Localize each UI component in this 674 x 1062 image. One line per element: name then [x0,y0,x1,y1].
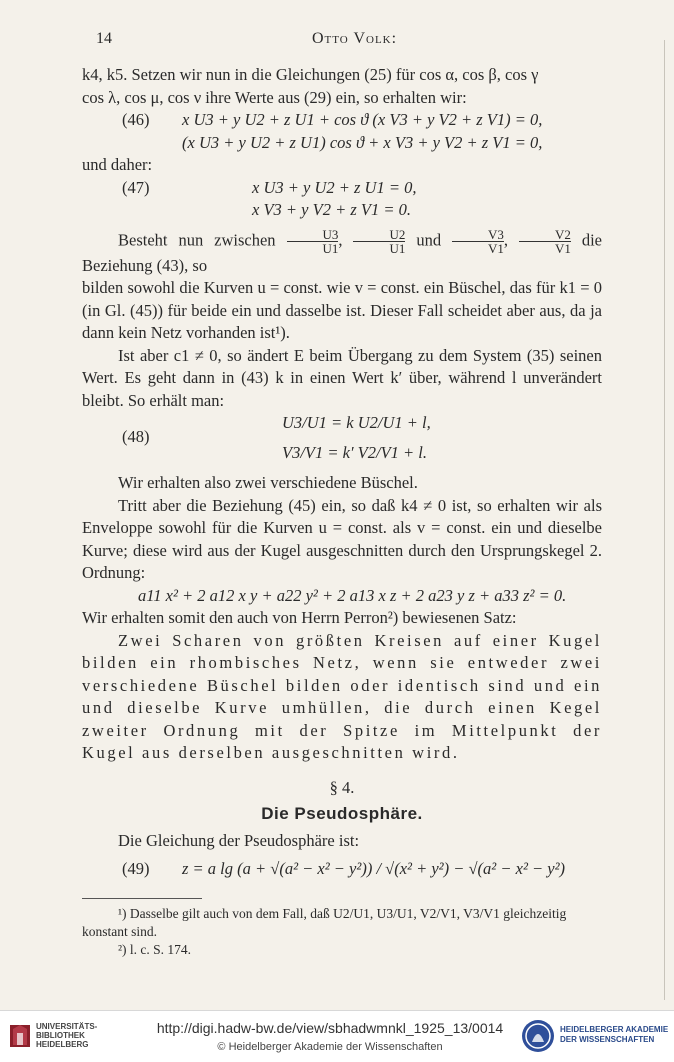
section-title: Die Pseudosphäre. [261,804,423,823]
denominator: V1 [519,241,571,255]
footnote-rule [82,898,202,899]
text-line: und daher: [82,155,153,174]
copyright-notice: © Heidelberger Akademie der Wissenschaften [217,1041,443,1053]
running-title: Otto Volk: [312,30,398,47]
equation-label: (47) [122,177,150,197]
academy-name-text: HEIDELBERGER AKADEMIE DER WISSENSCHAFTEN [560,1025,669,1044]
paragraph-satz: Wir erhalten somit den auch von Herrn Perron²) bewiesenen Satz: [82,608,517,627]
numerator: U2 [389,226,406,242]
paragraph-besteht-rest: bilden sowohl die Kurven u = const. wie v = const. ein Büschel, das für k1 = 0 (in Gl. (45)) für beide ein und dasselbe ist. Dieser Fall scheidet aber aus, da ja dann kein Netz vorhanden ist¹). [82,278,602,342]
text-span: Besteht nun zwischen [118,229,276,249]
equation-47b [82,199,602,222]
university-library-logo-icon [8,1021,32,1049]
equation-label: (48) [122,427,150,446]
text-line: cos λ, cos μ, cos ν ihre Werte aus (29) ein, so erhalten wir: [82,87,467,107]
equation-cone [82,585,602,608]
permalink-url[interactable]: http://digi.hadw-bw.de/view/sbhadwmnkl_1925_13/0014 [156,1020,504,1036]
denominator: V1 [452,241,504,255]
fraction [452,228,504,255]
academy-name [560,1025,670,1045]
equation-label: (46) [122,110,150,129]
equation-body: (x U3 + y U2 + z U1) cos ϑ + x V3 + y V2 + z V1 = 0, [182,132,543,152]
footnote-1: ¹) Dasselbe gilt auch von dem Fall, daß U2/U1, U3/U1, V2/V1, V3/V1 gleichzeitig konstant sind. [82,906,567,939]
numerator: V2 [554,226,571,242]
equation-body: U3/U1 = k U2/U1 + l, [282,413,431,432]
equation-body: x U3 + y U2 + z U1 + cos ϑ (x V3 + y V2 + z V1) = 0, [182,110,543,129]
library-name-text: UNIVERSITÄTS-BIBLIOTHEK HEIDELBERG [36,1022,98,1049]
theorem-text: Zwei Scharen von größten Kreisen auf einer Kugel bilden ein rhombisches Netz, wenn sie entweder zwei verschiedene Büschel bilden oder identisch sind und ein und dieselbe Kurve umhüllen, die durch einen Kegel zweiter Ordnung mit der Spitze im Mittelpunkt der Kugel aus derselben ausgeschnitten wird. [82,630,602,762]
equation-48b [82,442,602,472]
equation-body: a11 x² + 2 a12 x y + a22 y² + 2 a13 x z + 2 a23 y z + a33 z² = 0. [138,585,567,605]
equation-body: x U3 + y U2 + z U1 = 0, [252,177,417,197]
paragraph-ist-aber: Ist aber c1 ≠ 0, so ändert E beim Übergang zu dem System (35) seinen Wert. Es geht dann in (43) k in einen Wert k′ über, während l unverändert bleibt. So erhält man: [82,345,602,410]
fraction [519,228,571,255]
equation-47a [82,177,602,200]
fraction [353,228,405,255]
text-line: k4, k5. Setzen wir nun in die Gleichungen (25) für cos α, cos β, cos γ [82,65,539,84]
page-number: 14 [96,30,112,47]
equation-label: (49) [122,859,150,878]
footnote-2: ²) l. c. S. 174. [118,942,192,957]
running-header [96,30,604,50]
page-body [82,64,602,959]
equation-body: V3/V1 = k′ V2/V1 + l. [282,443,428,462]
denominator: U1 [353,241,405,255]
equation-49 [82,852,602,886]
academy-seal-icon [520,1018,556,1054]
numerator: U3 [322,226,339,242]
equation-body: z = a lg (a + √(a² − x² − y²)) / √(x² + y²) − √(a² − x² − y²) [182,859,566,878]
paragraph-besteht: Besteht nun zwischen $\frac{U3}{U1}$ , $\frac{U2}{U1}$ und $\frac{V3}{V1}$ , $\frac{V2}{V1}$ die Beziehung (43), so [82,226,602,275]
page-edge-line [664,40,665,1000]
section-number: § 4. [329,777,355,797]
paragraph-gleichung: Die Gleichung der Pseudosphäre ist: [118,830,360,850]
paragraph-zwei-bueschel: Wir erhalten also zwei verschiedene Büschel. [118,473,418,492]
equation-46b [82,132,602,155]
numerator: V3 [488,226,504,242]
text-span: und [416,229,442,249]
equation-46a [82,109,602,132]
denominator: U1 [287,241,339,255]
equation-body: x V3 + y V2 + z V1 = 0. [252,200,411,219]
viewer-footer-bar [0,1010,674,1062]
fraction [287,228,339,255]
equation-48a [82,412,602,446]
paragraph-tritt-aber: Tritt aber die Beziehung (45) ein, so daß k4 ≠ 0 ist, so erhalten wir als Enveloppe sowohl für die Kurven u = const. als v = const. ein und dieselbe Kurve; diese wird aus der Kugel ausgeschnitten durch den Ursprungskegel 2. Ordnung: [82,495,602,582]
university-library-name [36,1022,124,1049]
text-span: die Beziehung (43), so [82,229,602,275]
